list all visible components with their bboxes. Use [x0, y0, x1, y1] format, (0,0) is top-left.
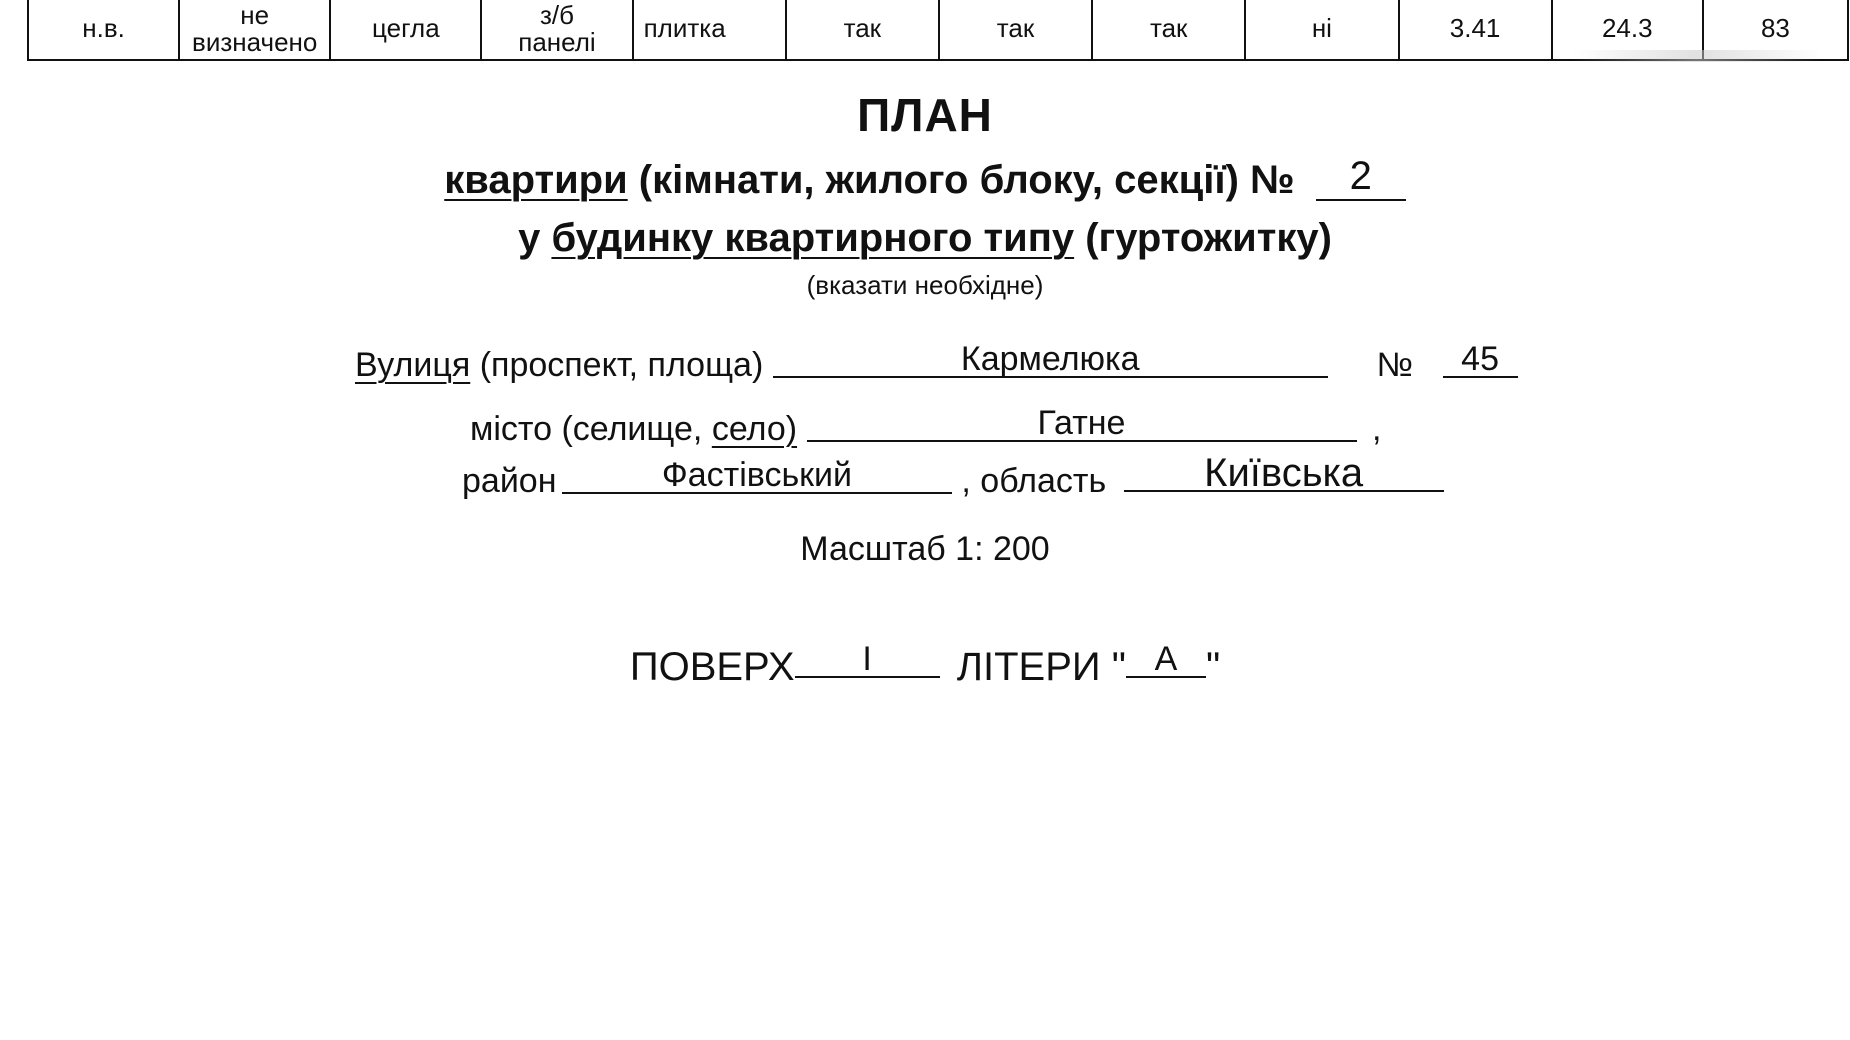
city-row	[470, 404, 1382, 449]
street-label-rest: (проспект, площа)	[470, 346, 764, 384]
table-cell: 83	[1703, 0, 1848, 60]
heading-line-building	[0, 216, 1850, 261]
heading-line-apartment	[0, 154, 1850, 205]
table-cell: 3.41	[1399, 0, 1552, 60]
letter-label: ЛІТЕРИ "	[956, 645, 1126, 689]
table-cell: ні	[1245, 0, 1398, 60]
apartment-number-field: 2	[1316, 154, 1406, 201]
heading-building-rest: (гуртожитку)	[1074, 216, 1332, 260]
city-label: місто (селище,	[470, 410, 712, 448]
street-label: Вулиця	[355, 346, 471, 384]
street-value: Кармелюка	[773, 342, 1328, 378]
region-value: Київська	[1124, 456, 1444, 492]
table-cell: н.в.	[28, 0, 179, 60]
letter-value: А	[1126, 642, 1206, 678]
plan-title: ПЛАН	[857, 89, 993, 141]
city-comma: ,	[1371, 410, 1382, 448]
table-cell: так	[1092, 0, 1245, 60]
heading-apartment-word: квартири	[444, 158, 628, 202]
heading-building-prefix: у	[518, 216, 552, 260]
house-number-label: №	[1376, 346, 1414, 384]
district-value: Фастівський	[562, 458, 952, 494]
house-number-value: 45	[1443, 342, 1518, 378]
heading-building-type: будинку квартирного типу	[551, 216, 1075, 260]
floor-label: ПОВЕРХ	[629, 645, 795, 689]
table-cell: так	[786, 0, 939, 60]
table-cell: 24.3	[1552, 0, 1703, 60]
table-cell: плитка	[633, 0, 786, 60]
city-type-selected: село)	[711, 410, 798, 448]
district-label: район	[462, 462, 557, 500]
city-value: Гатне	[807, 406, 1357, 442]
table-cell: не визначено	[179, 0, 330, 60]
table-cell: з/б панелі	[481, 0, 632, 60]
region-label: , область	[961, 462, 1107, 500]
floor-row	[0, 640, 1850, 690]
table-cell: так	[939, 0, 1092, 60]
table-cell: цегла	[330, 0, 481, 60]
watermark	[1572, 50, 1822, 62]
heading-hint: (вказати необхідне)	[806, 270, 1044, 300]
street-row	[355, 340, 1518, 385]
scale-text: Масштаб 1: 200	[800, 530, 1050, 568]
heading-apartment-rest: (кімнати, жилого блоку, секції) №	[627, 158, 1295, 202]
district-row	[462, 451, 1444, 501]
floor-value: І	[795, 642, 940, 678]
letter-close: "	[1205, 645, 1221, 689]
